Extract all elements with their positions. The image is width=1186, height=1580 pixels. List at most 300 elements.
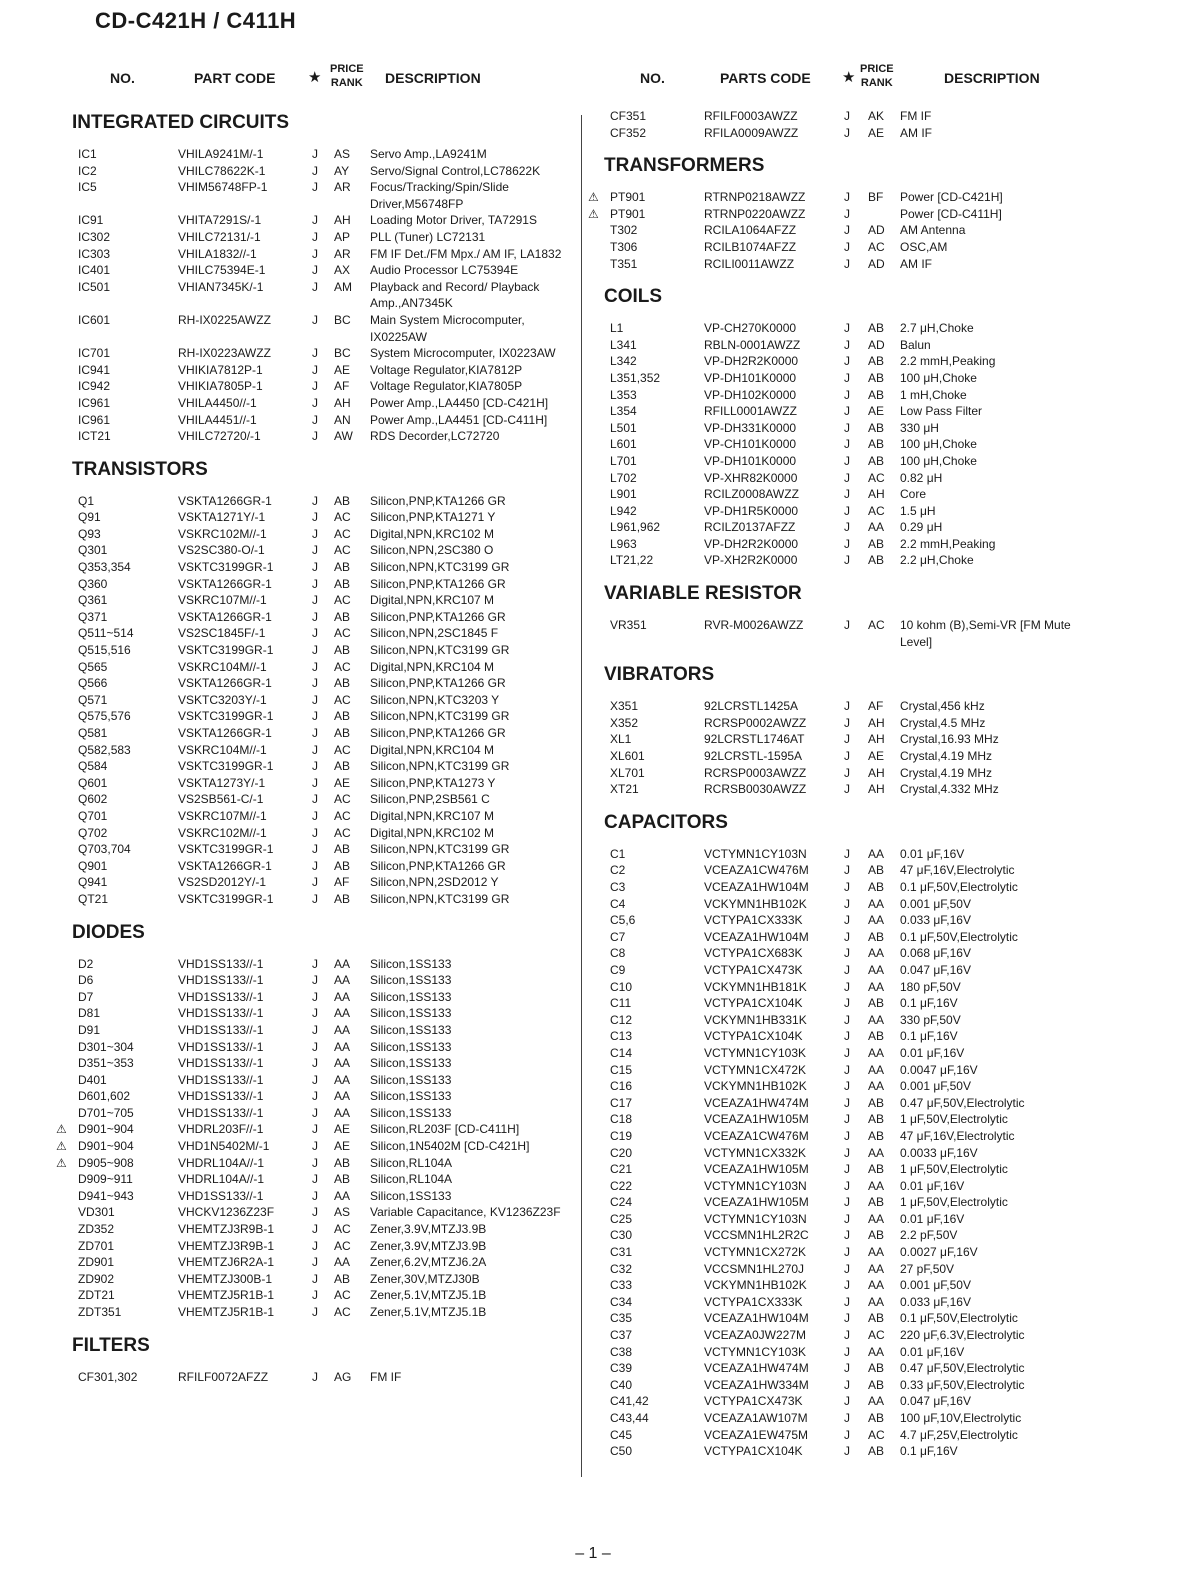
table-row (72, 229, 577, 246)
part-mark: J (312, 1155, 318, 1170)
part-code: VHILC75394E-1 (178, 263, 266, 278)
part-number: IC1 (78, 147, 97, 161)
part-code: VCTYMN1CX472K (704, 1062, 807, 1077)
part-code: VCTYPA1CX104K (704, 996, 803, 1011)
table-row (72, 742, 577, 759)
price-rank: AC (868, 470, 885, 485)
part-mark: J (312, 312, 318, 327)
price-rank: AA (334, 1255, 351, 1270)
price-rank: AC (868, 239, 885, 254)
table-row (604, 1410, 1074, 1427)
part-code: VCTYPA1CX473K (704, 962, 803, 977)
part-mark: J (844, 370, 850, 385)
part-number: C43,44 (610, 1411, 649, 1425)
part-code: VP-DH2R2K0000 (704, 536, 799, 551)
header-description: DESCRIPTION (385, 70, 481, 86)
part-number: Q91 (78, 510, 101, 525)
price-rank: AH (334, 213, 351, 228)
table-row (604, 420, 1074, 437)
table-row (72, 163, 577, 180)
price-rank: AB (334, 759, 351, 774)
price-rank: AM (334, 279, 352, 294)
table-row (72, 1188, 577, 1205)
part-mark: J (844, 1261, 850, 1276)
table-row (72, 1369, 577, 1386)
part-mark: J (312, 263, 318, 278)
table-row (604, 320, 1074, 337)
table-row (604, 715, 1074, 732)
part-code: VSKRC104M//-1 (178, 659, 267, 674)
warning-icon: ⚠ (56, 1122, 67, 1137)
part-code: RBLN-0001AWZZ (704, 337, 801, 352)
part-number: Q353,354 (78, 560, 131, 575)
parts-section (72, 108, 577, 445)
part-mark: J (312, 973, 318, 988)
price-rank: AW (334, 429, 353, 444)
table-row (604, 1012, 1074, 1029)
part-number: C45 (610, 1427, 633, 1442)
part-description: Silicon,1SS133 (370, 1006, 452, 1021)
price-rank: AB (334, 576, 351, 591)
part-description: AM IF (900, 125, 932, 140)
part-code: VCEAZA1HW474M (704, 1361, 809, 1376)
part-number: C11 (610, 996, 632, 1011)
price-rank: AB (334, 1271, 351, 1286)
price-rank: AP (334, 229, 351, 244)
table-row (604, 862, 1074, 879)
price-rank: AB (334, 643, 351, 658)
price-rank: AA (868, 846, 885, 861)
part-code: VCEAZA1EW475M (704, 1427, 809, 1442)
part-mark: J (312, 180, 318, 195)
price-rank: AC (334, 742, 351, 757)
price-rank: AA (868, 1294, 885, 1309)
part-number: D909~911 (78, 1172, 133, 1187)
part-code: RFILL0001AWZZ (704, 404, 797, 419)
part-mark: J (312, 891, 318, 906)
part-code: VSKRC107M//-1 (178, 593, 267, 608)
section-title: FILTERS (72, 1334, 150, 1356)
part-code: VCTYMN1CY103N (704, 1211, 807, 1226)
part-code: VSKTC3199GR-1 (178, 560, 274, 575)
part-description: 1.5 μH (900, 503, 936, 518)
part-description: RDS Decorder,LC72720 (370, 429, 500, 444)
part-description: AM IF (900, 256, 932, 271)
part-description: Silicon,NPN,KTC3199 GR (370, 891, 510, 906)
part-number: Q1 (78, 493, 95, 508)
part-code: VCCSMN1HL270J (704, 1261, 805, 1276)
part-mark: J (844, 437, 850, 452)
part-number: ZD701 (78, 1238, 115, 1253)
price-rank: AA (868, 1012, 885, 1027)
part-number: D301~304 (78, 1039, 134, 1054)
price-rank: AA (334, 956, 351, 971)
part-description: Silicon,1SS133 (370, 1039, 452, 1054)
part-description: 0.82 μH (900, 470, 943, 485)
price-rank: AB (868, 1411, 885, 1425)
table-row (72, 1022, 577, 1039)
part-description: 0.1 μF,50V,Electrolytic (900, 880, 1018, 894)
table-row (588, 189, 1074, 206)
table-row (604, 698, 1074, 715)
part-mark: J (312, 1006, 318, 1021)
part-code: VHILA1832//-1 (178, 246, 257, 261)
table-row (604, 1194, 1074, 1211)
table-row (72, 1254, 577, 1271)
column-header (72, 62, 577, 98)
price-rank: AB (868, 1377, 885, 1392)
part-number: PT901 (610, 206, 646, 221)
price-rank: AC (334, 510, 351, 525)
part-number: Q565 (78, 659, 108, 674)
table-row (72, 1304, 577, 1321)
part-code: VP-XHR82K0000 (704, 470, 798, 485)
table-row (604, 470, 1074, 487)
part-mark: J (312, 163, 318, 178)
part-description: Loading Motor Driver, TA7291S (370, 213, 537, 228)
price-rank: AB (868, 1095, 885, 1110)
section-title: TRANSFORMERS (604, 155, 765, 177)
part-description: Digital,NPN,KRC107 M (370, 808, 495, 823)
part-mark: J (844, 896, 850, 911)
table-row (604, 1244, 1074, 1261)
price-rank: AA (868, 1278, 885, 1293)
table-row (604, 337, 1074, 354)
price-rank: AA (868, 1394, 885, 1409)
part-mark: J (844, 337, 850, 352)
part-number: D91 (78, 1022, 101, 1037)
part-description: 0.01 μF,16V (900, 1045, 965, 1060)
part-description: 0.47 μF,50V,Electrolytic (900, 1095, 1025, 1110)
part-code: RTRNP0218AWZZ (704, 190, 806, 205)
part-number: CF351 (610, 109, 647, 123)
price-rank: AB (868, 321, 885, 336)
part-number: X352 (610, 715, 639, 730)
part-mark: J (844, 880, 850, 894)
price-rank: BC (334, 346, 351, 361)
part-mark: J (844, 321, 850, 336)
section-title: COILS (604, 286, 663, 308)
part-mark: J (844, 1178, 850, 1193)
part-code: RVR-M0026AWZZ (704, 618, 804, 633)
part-code: VCTYPA1CX333K (704, 913, 803, 928)
price-rank: AA (868, 1145, 885, 1160)
part-number: L702 (610, 470, 637, 485)
table-row (72, 874, 577, 891)
part-number: C4 (610, 896, 626, 911)
part-mark: J (312, 989, 318, 1004)
header-price: PRICE (860, 63, 894, 75)
part-number: C18 (610, 1112, 633, 1127)
part-mark: J (312, 956, 318, 971)
price-rank: AC (334, 1238, 351, 1253)
table-row (72, 509, 577, 526)
part-mark: J (844, 1112, 850, 1127)
part-code: RCRSP0003AWZZ (704, 765, 807, 780)
part-code: VHEMTZJ5R1B-1 (178, 1288, 275, 1303)
part-code: RCILA1064AFZZ (704, 223, 797, 238)
part-mark: J (312, 759, 318, 774)
part-description: Silicon,1SS133 (370, 956, 452, 971)
part-number: D401 (78, 1072, 107, 1087)
price-rank: AB (334, 891, 351, 906)
part-number: Q581 (78, 726, 108, 740)
price-rank: AB (868, 929, 885, 944)
part-mark: J (844, 1162, 850, 1177)
part-number: C33 (610, 1278, 633, 1293)
price-rank: AE (334, 362, 351, 377)
part-number: IC701 (78, 346, 111, 361)
part-code: 92LCRSTL1746AT (704, 732, 805, 747)
part-code: VCEAZA1HW104M (704, 1311, 809, 1326)
part-number: Q371 (78, 609, 108, 624)
part-description: Focus/Tracking/Spin/Slide Driver,M56748FP (370, 180, 509, 211)
part-number: C14 (610, 1045, 633, 1060)
table-row (72, 526, 577, 543)
table-row (604, 519, 1074, 536)
part-number: ICT21 (78, 429, 111, 444)
part-mark: J (312, 510, 318, 525)
price-rank: AH (868, 765, 885, 780)
price-rank: AH (868, 782, 885, 797)
part-number: Q584 (78, 759, 108, 774)
table-row (72, 659, 577, 676)
header-description: DESCRIPTION (944, 70, 1040, 86)
price-rank: AA (334, 1006, 351, 1021)
part-number: D2 (78, 956, 94, 971)
part-mark: J (312, 346, 318, 361)
part-mark: J (312, 1205, 318, 1220)
part-number: Q571 (78, 692, 108, 707)
part-mark: J (312, 1255, 318, 1270)
price-rank: AC (868, 1328, 885, 1343)
price-rank: AS (334, 1205, 351, 1220)
part-number: D6 (78, 973, 94, 988)
part-description: Silicon,NPN,KTC3199 GR (370, 759, 510, 774)
part-code: VHEMTZJ6R2A-1 (178, 1255, 275, 1270)
part-code: VSKTC3199GR-1 (178, 709, 274, 724)
part-description: Silicon,NPN,KTC3203 Y (370, 692, 500, 707)
part-description: 0.1 μF,16V (900, 996, 958, 1011)
price-rank: AB (868, 1195, 885, 1210)
part-code: VHD1SS133//-1 (178, 1039, 264, 1054)
part-mark: J (844, 863, 850, 878)
part-code: VCEAZA1HW105M (704, 1162, 809, 1177)
part-code: VHEMTZJ300B-1 (178, 1271, 273, 1286)
part-number: IC2 (78, 163, 97, 178)
part-code: VP-DH101K0000 (704, 453, 797, 468)
part-number: IC91 (78, 213, 104, 228)
part-code: VCEAZA1HW104M (704, 929, 809, 944)
part-description: 330 pF,50V (900, 1012, 961, 1027)
part-code: VS2SB561-C/-1 (178, 792, 264, 807)
part-code: VCEAZA1HW334M (704, 1377, 809, 1392)
part-description: 1 μF,50V,Electrolytic (900, 1112, 1008, 1127)
price-rank: AA (868, 520, 885, 535)
part-mark: J (312, 1105, 318, 1120)
part-number: Q566 (78, 676, 108, 691)
part-description: Silicon,PNP,KTA1273 Y (370, 775, 496, 790)
part-mark: J (844, 1045, 850, 1060)
part-mark: J (312, 726, 318, 740)
table-row (604, 1078, 1074, 1095)
table-row (72, 858, 577, 875)
table-row (72, 592, 577, 609)
table-row (72, 708, 577, 725)
price-rank: AA (334, 989, 351, 1004)
part-code: VSKTA1271Y/-1 (178, 510, 266, 525)
header-star-icon: ★ (308, 69, 322, 86)
part-description: Audio Processor LC75394E (370, 263, 519, 278)
part-number: ZD901 (78, 1255, 115, 1270)
table-row (604, 945, 1074, 962)
table-row (604, 125, 1074, 142)
part-code: VCTYMN1CY103N (704, 1178, 807, 1193)
part-mark: J (844, 387, 850, 402)
price-rank: AB (334, 858, 351, 873)
price-rank: AB (868, 536, 885, 551)
part-description: 100 μH,Choke (900, 370, 977, 385)
part-description: 0.047 μF,16V (900, 962, 971, 977)
part-number: XL701 (610, 765, 645, 780)
part-number: XL1 (610, 732, 632, 747)
part-description: 0.33 μF,50V,Electrolytic (900, 1377, 1025, 1392)
price-rank: AC (868, 503, 885, 518)
part-number: C5,6 (610, 913, 636, 928)
price-rank: AB (334, 709, 351, 724)
part-mark: J (312, 560, 318, 575)
part-mark: J (844, 1012, 850, 1027)
parts-section (604, 808, 1074, 1460)
part-mark: J (312, 213, 318, 228)
part-code: VS2SC380-O/-1 (178, 543, 265, 558)
price-rank: AC (334, 543, 351, 558)
part-description: Silicon,PNP,KTA1266 GR (370, 726, 506, 740)
part-number: CF352 (610, 125, 647, 140)
part-number: C30 (610, 1228, 633, 1243)
part-code: VCEAZA1HW105M (704, 1195, 809, 1210)
parts-section (604, 660, 1074, 798)
table-row (72, 1039, 577, 1056)
part-code: VHEMTZJ3R9B-1 (178, 1222, 275, 1237)
part-description: Digital,NPN,KRC102 M (370, 825, 495, 840)
table-row (604, 1261, 1074, 1278)
part-description: Silicon,1SS133 (370, 1188, 452, 1203)
part-code: VHILA4451//-1 (178, 412, 257, 427)
price-rank: AE (334, 1122, 351, 1137)
part-mark: J (312, 659, 318, 674)
part-mark: J (844, 1128, 850, 1143)
table-row (604, 1443, 1074, 1460)
part-mark: J (312, 1039, 318, 1054)
table-row (604, 453, 1074, 470)
part-mark: J (312, 429, 318, 444)
part-code: VCTYMN1CY103K (704, 1344, 807, 1359)
part-description: 0.047 μF,16V (900, 1394, 971, 1409)
part-description: Silicon,1SS133 (370, 1089, 452, 1104)
header-star-icon: ★ (842, 69, 856, 86)
part-mark: J (312, 1139, 318, 1154)
price-rank: AB (334, 1155, 351, 1170)
part-number: L701 (610, 453, 637, 468)
part-description: Digital,NPN,KRC104 M (370, 742, 495, 757)
part-description: 0.1 μF,50V,Electrolytic (900, 929, 1018, 944)
part-mark: J (844, 782, 850, 797)
part-description: 180 pF,50V (900, 979, 961, 994)
part-code: VP-XH2R2K0000 (704, 553, 798, 568)
table-row (604, 552, 1074, 569)
price-rank: AB (868, 453, 885, 468)
part-description: Crystal,16.93 MHz (900, 732, 999, 747)
part-mark: J (844, 946, 850, 961)
part-number: C39 (610, 1361, 633, 1376)
part-number: L501 (610, 420, 637, 435)
part-number: D905~908 (78, 1155, 134, 1170)
price-rank: AA (334, 1056, 351, 1071)
price-rank: AB (868, 1228, 885, 1243)
part-code: 92LCRSTL-1595A (704, 749, 803, 764)
table-row (72, 212, 577, 229)
table-row (604, 503, 1074, 520)
price-rank: AC (334, 626, 351, 641)
part-number: Q582,583 (78, 742, 131, 757)
part-mark: J (312, 279, 318, 294)
part-description: Silicon,1SS133 (370, 1056, 452, 1071)
price-rank: AG (334, 1369, 352, 1384)
part-mark: J (844, 1079, 850, 1094)
part-mark: J (844, 453, 850, 468)
part-code: VSKRC102M//-1 (178, 526, 267, 541)
price-rank: AB (868, 1112, 885, 1127)
table-row (604, 896, 1074, 913)
part-description: Zener,3.9V,MTZJ3.9B (370, 1238, 487, 1253)
part-mark: J (312, 626, 318, 641)
part-description: 0.01 μF,16V (900, 846, 965, 861)
part-mark: J (844, 1145, 850, 1160)
table-row (604, 1294, 1074, 1311)
parts-section (56, 918, 577, 1321)
part-description: Silicon,NPN,KTC3199 GR (370, 709, 510, 724)
part-mark: J (844, 190, 850, 205)
price-rank: AC (334, 1305, 351, 1319)
price-rank: AE (334, 1139, 351, 1154)
parts-section (604, 579, 1074, 650)
part-mark: J (844, 239, 850, 254)
price-rank: AA (334, 1072, 351, 1087)
price-rank: AC (334, 825, 351, 840)
part-description: Silicon,PNP,KTA1266 GR (370, 493, 506, 508)
part-mark: J (844, 1361, 850, 1376)
part-code: VSKTA1273Y/-1 (178, 775, 266, 790)
price-rank: AH (334, 395, 351, 410)
part-code: VSKRC107M//-1 (178, 808, 267, 823)
part-description: 0.01 μF,16V (900, 1211, 965, 1226)
part-description: 330 μH (900, 420, 939, 435)
part-mark: J (312, 792, 318, 807)
part-number: Q301 (78, 543, 108, 558)
part-number: XT21 (610, 782, 639, 797)
part-mark: J (844, 404, 850, 419)
part-number: Q601 (78, 775, 108, 790)
table-row (604, 387, 1074, 404)
part-code: VHD1SS133//-1 (178, 1188, 264, 1203)
table-row (72, 1204, 577, 1221)
part-code: VCEAZA0JW227M (704, 1328, 807, 1343)
table-row (72, 493, 577, 510)
price-rank: AA (334, 1039, 351, 1054)
price-rank: AC (334, 526, 351, 541)
part-code: RCILZ0008AWZZ (704, 487, 799, 502)
